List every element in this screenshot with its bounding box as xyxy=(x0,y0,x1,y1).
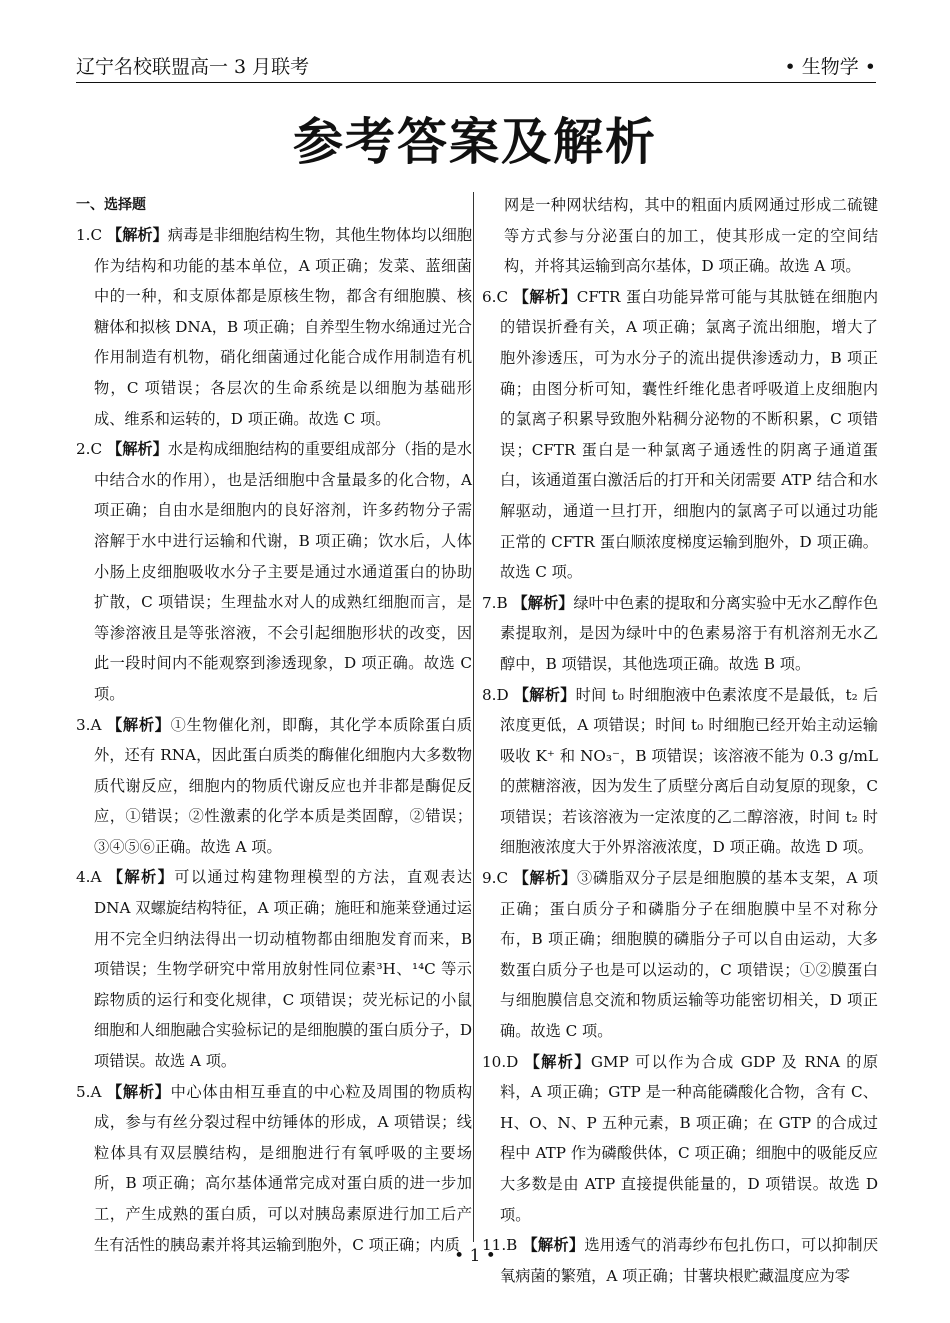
answer-item-5-continued xyxy=(482,190,878,282)
answer-text: GMP 可以作为合成 GDP 及 RNA 的原料，A 项正确；GTP 是一种高能磷酸化合物，含有 C、H、O、N、P 五种元素，B 项正确；在 GTP 的合成过程中 ATP 作为磷酸供体，C 项正确；细胞中的吸能反应大多数是由 ATP 直接提供能量的，D 项错误。故选 D 项。 xyxy=(500,1052,879,1224)
analysis-tag: 【解析】 xyxy=(512,593,574,612)
answer-text: 可以通过构建物理模型的方法，直观表达 DNA 双螺旋结构特征，A 项正确；施旺和施莱登通过运用不完全归纳法得出一切动植物都由细胞发育而来，B 项错误；生物学研究中常用放射性同位素³H、¹⁴C 等示踪物质的运行和变化规律，C 项错误；荧光标记的小鼠细胞和人细胞融合实验标记的是细胞膜的蛋白质分子，D 项错误。故选 A 项。 xyxy=(94,868,473,1071)
answer-text: 绿叶中色素的提取和分离实验中无水乙醇作色素提取剂，是因为绿叶中的色素易溶于有机溶剂无水乙醇中，B 项错误，其他选项正确。故选 B 项。 xyxy=(500,593,879,673)
answer-item-6 xyxy=(482,282,878,588)
page-number: • 1 • xyxy=(454,1246,496,1266)
analysis-tag: 【解析】 xyxy=(106,226,168,244)
answer-text: 病毒是非细胞结构生物，其他生物体均以细胞作为结构和功能的基本单位，A 项正确；发菜、蓝细菌中的一种，和支原体都是原核生物，都含有细胞膜、核糖体和拟核 DNA，B 项正确；自养型生物水绵通过光合作用制造有机物，硝化细菌通过化能合成作用制造有机物，C 项错误；各层次的生命系统是以细胞为基础形成、维系和运转的，D 项正确。故选 C 项。 xyxy=(94,226,473,428)
answer-text: 网是一种网状结构，其中的粗面内质网通过形成二硫键等方式参与分泌蛋白的加工，使其形成一定的空间结构，并将其运输到高尔基体，D 项正确。故选 A 项。 xyxy=(504,196,878,276)
exam-name: 辽宁名校联盟高一 3 月联考 xyxy=(76,56,310,78)
answer-text: 水是构成细胞结构的重要组成部分（指的是水中结合水的作用），也是活细胞中含量最多的化合物，A 项正确；自由水是细胞内的良好溶剂，许多药物分子需溶解于水中进行运输和代谢，B 项正确；饮水后，人体小肠上皮细胞吸收水分子主要是通过水通道蛋白的协助扩散，C 项错误；生理盐水对人的成熟红细胞而言，是等渗溶液且是等张溶液，不会引起细胞形状的改变，因此一段时间内不能观察到渗透现象，D 项正确。故选 C 项。 xyxy=(94,440,473,703)
header-rule xyxy=(76,82,876,83)
answer-text: 选用透气的消毒纱布包扎伤口，可以抑制厌氧病菌的繁殖，A 项正确；甘薯块根贮藏温度应为零 xyxy=(500,1236,879,1285)
answer-item-5 xyxy=(76,1077,472,1261)
answer-number: 10.D xyxy=(482,1052,519,1071)
answer-number: 7.B xyxy=(482,593,508,612)
answer-number: 1.C xyxy=(76,226,103,244)
answer-text: 中心体由相互垂直的中心粒及周围的物质构成，参与有丝分裂过程中纺锤体的形成，A 项错误；线粒体具有双层膜结构，是细胞进行有氧呼吸的主要场所，B 项正确；高尔基体通常完成对蛋白质的进一步加工，产生成熟的蛋白质，可以对胰岛素原进行加工后产生有活性的胰岛素并将其运输到胞外，C 项正确；内质 xyxy=(94,1082,473,1254)
answer-number: 2.C xyxy=(76,440,103,459)
answer-number: 6.C xyxy=(482,287,509,306)
analysis-tag: 【解析】 xyxy=(107,715,171,734)
answer-item-2 xyxy=(76,434,472,709)
analysis-tag: 【解析】 xyxy=(107,1082,171,1101)
answer-number: 4.A xyxy=(76,868,102,887)
column-divider xyxy=(473,192,474,1242)
answer-item-7 xyxy=(482,588,878,680)
analysis-tag: 【解析】 xyxy=(513,685,576,704)
answer-number: 8.D xyxy=(482,685,509,704)
analysis-tag: 【解析】 xyxy=(524,1052,591,1071)
answer-text: CFTR 蛋白功能异常可能与其肽链在细胞内的错误折叠有关，A 项正确；氯离子流出细胞，增大了胞外渗透压，可为水分子的流出提供渗透动力，B 项正确；由图分析可知，囊性纤维化患者呼吸道上皮细胞内的氯离子积累导致胞外粘稠分泌物的不断积累，C 项错误；CFTR 蛋白是一种氯离子通透性的阴离子通道蛋白，该通道蛋白激活后的打开和关闭需要 ATP 结合和水解驱动，通道一旦打开，细胞内的氯离子可以通过功能正常的 CFTR 蛋白顺浓度梯度运输到胞外，D 项正确。故选 C 项。 xyxy=(500,287,879,582)
subject-name: • 生物学 • xyxy=(784,56,876,78)
answer-item-1 xyxy=(76,220,472,434)
answer-item-10 xyxy=(482,1047,878,1231)
answer-item-4 xyxy=(76,862,472,1076)
right-column xyxy=(482,190,878,1291)
left-column xyxy=(76,190,472,1260)
answer-number: 9.C xyxy=(482,869,509,888)
answer-text: ③磷脂双分子层是细胞膜的基本支架，A 项正确；蛋白质分子和磷脂分子在细胞膜中呈不对称分布，B 项正确；细胞膜的磷脂分子可以自由运动，大多数蛋白质分子也是可以运动的，C 项错误；①②膜蛋白与细胞膜信息交流和物质运输等功能密切相关，D 项正确。故选 C 项。 xyxy=(500,869,879,1041)
answer-text: ①生物催化剂，即酶，其化学本质除蛋白质外，还有 RNA，因此蛋白质类的酶催化细胞内大多数物质代谢反应，细胞内的物质代谢反应也并非都是酶促反应，①错误；②性激素的化学本质是类固醇，②错误；③④⑤⑥正确。故选 A 项。 xyxy=(94,715,473,856)
section-title: 一、选择题 xyxy=(76,197,146,213)
analysis-tag: 【解析】 xyxy=(522,1236,585,1255)
answer-item-8 xyxy=(482,680,878,864)
analysis-tag: 【解析】 xyxy=(513,869,578,888)
answer-number: 3.A xyxy=(76,715,102,734)
analysis-tag: 【解析】 xyxy=(106,440,168,459)
page-header xyxy=(76,54,876,80)
page-title: 参考答案及解析 xyxy=(293,113,657,171)
analysis-tag: 【解析】 xyxy=(107,868,175,887)
answer-item-3 xyxy=(76,710,472,863)
answer-number: 5.A xyxy=(76,1082,102,1101)
analysis-tag: 【解析】 xyxy=(513,287,577,306)
answer-number: 11.B xyxy=(482,1236,518,1255)
answer-item-9 xyxy=(482,863,878,1047)
answer-text: 时间 t₀ 时细胞液中色素浓度不是最低，t₂ 后浓度更低，A 项错误；时间 t₀ 时细胞已经开始主动运输吸收 K⁺ 和 NO₃⁻，B 项错误；该溶液不能为 0.3 g/mL 的蔗糖溶液，因为发生了质壁分离后自动复原的现象，C 项错误；若该溶液为一定浓度的乙二醇溶液，时间 t₂ 时细胞液浓度大于外界溶液浓度，D 项正确。故选 D 项。 xyxy=(500,685,879,857)
